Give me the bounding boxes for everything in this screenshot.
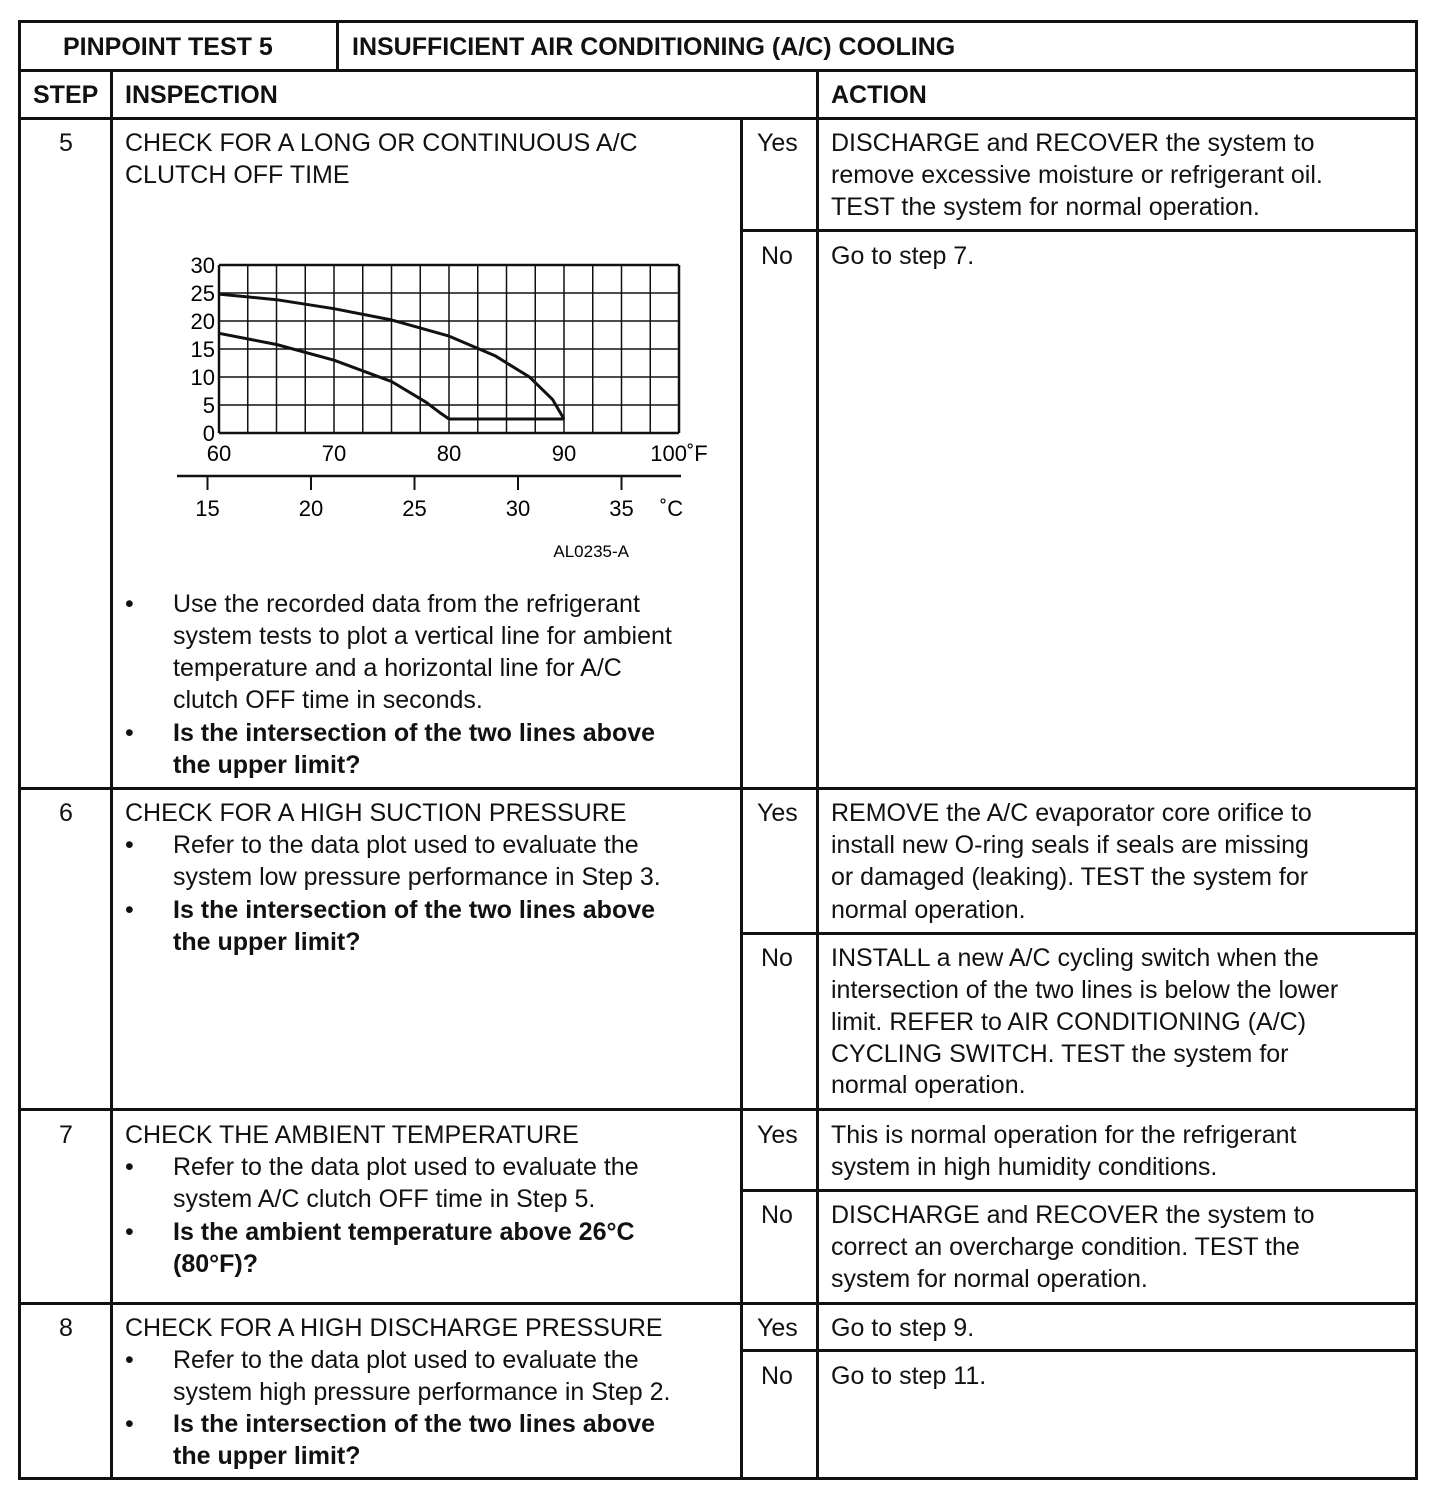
rule-title	[21, 69, 1415, 72]
action-line: TEST the system for normal operation.	[831, 193, 1260, 221]
no-label: No	[761, 1362, 793, 1390]
action-line: normal operation.	[831, 1071, 1026, 1099]
action-line: correct an overcharge condition. TEST the	[831, 1233, 1300, 1261]
step-number: 7	[59, 1121, 73, 1149]
yes-label: Yes	[757, 1121, 798, 1149]
action-line: Go to step 7.	[831, 242, 975, 270]
x-tick-label-c: 20	[298, 496, 324, 521]
col-step-header: STEP	[33, 81, 99, 109]
rule-step-col	[110, 69, 113, 1477]
bullet-dot: •	[125, 896, 134, 924]
bullet-line: Use the recorded data from the refrigerant	[173, 590, 640, 618]
bullet-line: Refer to the data plot used to evaluate the	[173, 1153, 639, 1181]
x-tick-label-c: 25	[402, 496, 427, 521]
question-line: Is the intersection of the two lines above	[173, 896, 656, 924]
question-line: Is the intersection of the two lines above	[173, 719, 656, 747]
x-tick-label-f: 60	[206, 441, 232, 466]
y-tick-label: 10	[190, 365, 215, 390]
x-tick-label-c: 15	[195, 496, 220, 521]
y-tick-label: 20	[190, 309, 215, 334]
action-line: limit. REFER to AIR CONDITIONING (A/C)	[831, 1008, 1307, 1036]
action-line: DISCHARGE and RECOVER the system to	[831, 1201, 1315, 1229]
action-line: REMOVE the A/C evaporator core orifice to	[831, 799, 1312, 827]
no-label: No	[761, 944, 793, 972]
action-line: or damaged (leaking). TEST the system for	[831, 863, 1309, 891]
action-line: system in high humidity conditions.	[831, 1153, 1218, 1181]
bullet-dot: •	[125, 831, 134, 859]
yes-label: Yes	[757, 129, 798, 157]
y-tick-label: 15	[190, 337, 215, 362]
yes-label: Yes	[757, 799, 798, 827]
rule-header	[21, 117, 1415, 120]
step-title-line: CHECK FOR A LONG OR CONTINUOUS A/C	[125, 129, 638, 157]
question-line: the upper limit?	[173, 1442, 361, 1470]
question-line: Is the ambient temperature above 26°C	[173, 1218, 635, 1246]
bullet-line: temperature and a horizontal line for A/C	[173, 654, 622, 682]
bullet-dot: •	[125, 1218, 134, 1246]
bullet-line: Refer to the data plot used to evaluate the	[173, 831, 639, 859]
rule-step6	[21, 1108, 1415, 1111]
x-tick-label-c: 30	[505, 496, 531, 521]
bullet-line: clutch OFF time in seconds.	[173, 686, 483, 714]
action-line: install new O-ring seals if seals are missing	[831, 831, 1309, 859]
rule-s6-yesno	[740, 932, 1415, 935]
bullet-line: system low pressure performance in Step 3.	[173, 863, 661, 891]
x-tick-label-f: 100˚F	[650, 441, 708, 466]
y-tick-label: 5	[202, 393, 215, 418]
question-line: Is the intersection of the two lines above	[173, 1410, 656, 1438]
bullet-line: Refer to the data plot used to evaluate the	[173, 1346, 639, 1374]
pinpoint-test-table	[18, 20, 1418, 1480]
col-action-header: ACTION	[831, 81, 927, 109]
yes-label: Yes	[757, 1314, 798, 1342]
action-line: DISCHARGE and RECOVER the system to	[831, 129, 1315, 157]
step-title-line: CLUTCH OFF TIME	[125, 161, 350, 189]
rule-s8-yesno	[740, 1349, 1415, 1352]
action-line: This is normal operation for the refrigerant	[831, 1121, 1297, 1149]
x-tick-label-f: 90	[551, 441, 577, 466]
rule-step5	[21, 787, 1415, 790]
action-line: INSTALL a new A/C cycling switch when the	[831, 944, 1319, 972]
bullet-dot: •	[125, 1153, 134, 1181]
y-tick-label: 25	[190, 281, 215, 306]
action-line: normal operation.	[831, 896, 1026, 924]
chart-x-ticks-f	[207, 441, 708, 466]
test-title: INSUFFICIENT AIR CONDITIONING (A/C) COOLING	[352, 33, 956, 61]
step-number: 6	[59, 799, 73, 827]
step-number: 5	[59, 129, 73, 157]
chart-y-ticks	[191, 253, 215, 446]
rule-yesno-col	[740, 117, 743, 1477]
question-line: the upper limit?	[173, 751, 361, 779]
chart-x-ticks-c	[177, 476, 683, 521]
action-line: CYCLING SWITCH. TEST the system for	[831, 1040, 1289, 1068]
test-label: PINPOINT TEST 5	[63, 33, 273, 61]
rule-title-split	[336, 23, 339, 69]
rule-s5-yesno	[740, 229, 1415, 232]
x-tick-label-c: 35	[609, 496, 634, 521]
question-line: the upper limit?	[173, 928, 361, 956]
action-line: Go to step 11.	[831, 1362, 987, 1390]
no-label: No	[761, 1201, 793, 1229]
x-tick-label-f: 70	[321, 441, 347, 466]
step-number: 8	[59, 1314, 73, 1342]
bullet-dot: •	[125, 590, 134, 618]
bullet-dot: •	[125, 1410, 134, 1438]
x-tick-label-f: 80	[436, 441, 462, 466]
y-tick-label: 0	[202, 421, 215, 446]
rule-action-col	[816, 69, 819, 1477]
bullet-dot: •	[125, 719, 134, 747]
action-line: system for normal operation.	[831, 1265, 1148, 1293]
figure-code: AL0235-A	[553, 542, 629, 561]
action-line: Go to step 9.	[831, 1314, 975, 1342]
rule-s7-yesno	[740, 1189, 1415, 1192]
rule-step7	[21, 1302, 1415, 1305]
question-line: (80°F)?	[173, 1250, 258, 1278]
step-title-line: CHECK THE AMBIENT TEMPERATURE	[125, 1121, 579, 1149]
x-unit-label-c: ˚C	[659, 496, 684, 521]
bullet-dot: •	[125, 1346, 134, 1374]
step-title-line: CHECK FOR A HIGH SUCTION PRESSURE	[125, 799, 627, 827]
action-line: intersection of the two lines is below the lower	[831, 976, 1339, 1004]
bullet-line: system tests to plot a vertical line for ambient	[173, 622, 672, 650]
step-title-line: CHECK FOR A HIGH DISCHARGE PRESSURE	[125, 1314, 663, 1342]
col-inspection-header: INSPECTION	[125, 81, 278, 109]
clutch-off-time-chart	[141, 241, 708, 561]
y-tick-label: 30	[190, 253, 215, 278]
bullet-line: system high pressure performance in Step 2.	[173, 1378, 671, 1406]
bullet-line: system A/C clutch OFF time in Step 5.	[173, 1185, 596, 1213]
no-label: No	[761, 242, 793, 270]
action-line: remove excessive moisture or refrigerant oil.	[831, 161, 1323, 189]
